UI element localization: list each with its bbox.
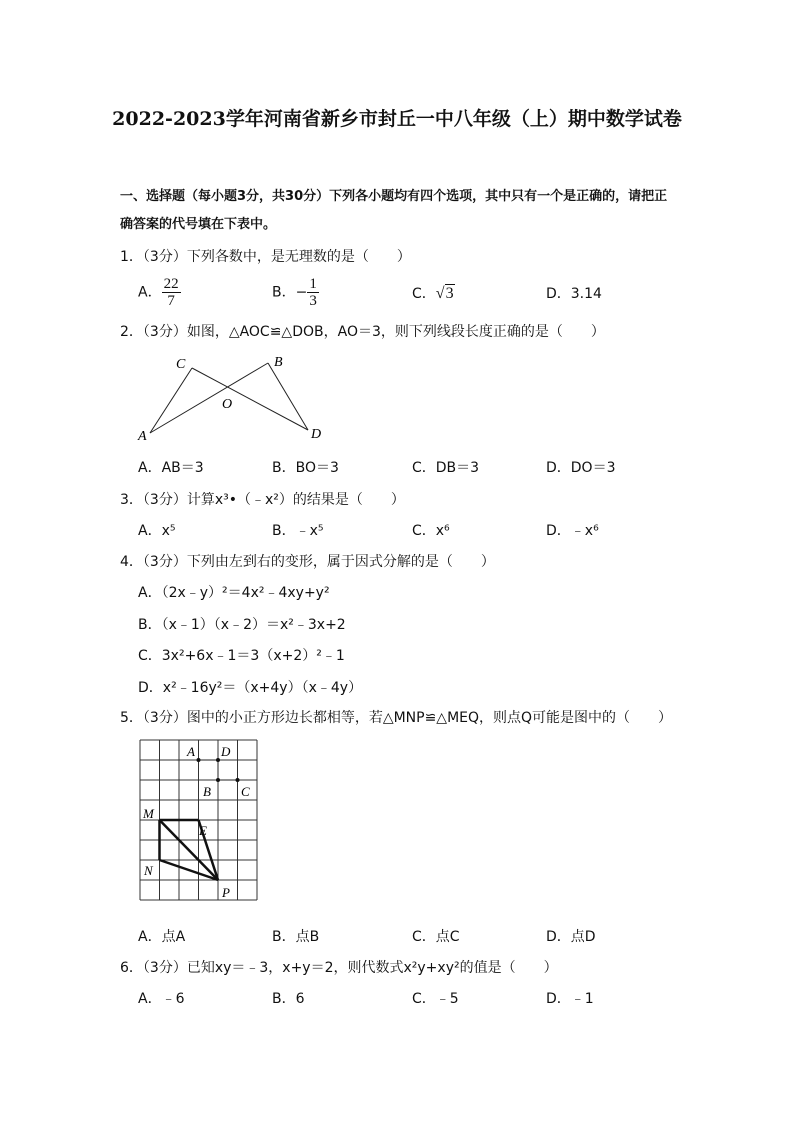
- point-label-d: D: [311, 427, 322, 442]
- question-6-option-b: B．6: [272, 991, 305, 1007]
- question-3-stem: 3．（3分）计算x³•（﹣x²）的结果是（ ）: [120, 492, 405, 508]
- question-5-option-a: A．点A: [138, 929, 186, 945]
- question-6-option-c: C．﹣5: [412, 991, 459, 1007]
- question-2-option-a: A．AB＝3: [138, 460, 204, 476]
- question-1-option-c: C．√3: [412, 285, 454, 302]
- question-3-option-d: D．﹣x⁶: [546, 523, 599, 539]
- question-2-option-c: C．DB＝3: [412, 460, 480, 476]
- page-title: 2022-2023学年河南省新乡市封丘一中八年级（上）期中数学试卷: [112, 108, 682, 130]
- question-5-stem: 5．（3分）图中的小正方形边长都相等，若△MNP≌△MEQ，则点Q可能是图中的（ ）: [120, 710, 673, 726]
- point-label-c: C: [176, 357, 186, 372]
- grid-label-b: B: [203, 784, 211, 799]
- point-label-a: A: [138, 429, 147, 444]
- grid-label-m: M: [143, 806, 154, 821]
- question-3-option-a: A．x⁵: [138, 523, 176, 539]
- question-1-stem: 1．（3分）下列各数中，是无理数的是（ ）: [120, 249, 411, 265]
- grid-label-d: D: [221, 744, 231, 759]
- question-6-stem: 6．（3分）已知xy＝﹣3，x+y＝2，则代数式x²y+xy²的值是（ ）: [120, 960, 558, 976]
- triangle-figure: [130, 348, 330, 448]
- grid-label-a: A: [187, 744, 195, 759]
- question-2-option-d: D．DO＝3: [546, 460, 616, 476]
- grid-figure: [130, 735, 270, 910]
- question-1-option-a: A． $\frac{22}{7}$: [138, 276, 179, 309]
- point-label-o: O: [222, 397, 233, 412]
- question-1-option-b: B．− $\frac{1}{3}$: [272, 276, 317, 309]
- question-4-stem: 4．（3分）下列由左到右的变形，属于因式分解的是（ ）: [120, 554, 495, 570]
- grid-label-c: C: [241, 784, 250, 799]
- question-2-option-b: B．BO＝3: [272, 460, 339, 476]
- grid-label-p: P: [222, 885, 230, 900]
- question-4-option-a: A．（2x﹣y）²＝4x²﹣4xy+y²: [138, 585, 330, 601]
- question-5-option-b: B．点B: [272, 929, 320, 945]
- point-label-b: B: [274, 355, 283, 370]
- question-3-option-b: B．﹣x⁵: [272, 523, 324, 539]
- grid-label-e: E: [199, 823, 207, 838]
- question-3-option-c: C．x⁶: [412, 523, 450, 539]
- question-5-option-d: D．点D: [546, 929, 596, 945]
- question-4-option-c: C．3x²+6x﹣1＝3（x+2）²﹣1: [138, 648, 345, 664]
- grid-label-n: N: [144, 863, 153, 878]
- question-4-option-b: B．（x﹣1）（x﹣2）＝x²﹣3x+2: [138, 617, 346, 633]
- question-6-option-d: D．﹣1: [546, 991, 594, 1007]
- question-5-option-c: C．点C: [412, 929, 460, 945]
- question-6-option-a: A．﹣6: [138, 991, 185, 1007]
- question-2-stem: 2．（3分）如图，△AOC≌△DOB，AO＝3，则下列线段长度正确的是（ ）: [120, 324, 605, 340]
- question-4-option-d: D．x²﹣16y²＝（x+4y）（x﹣4y）: [138, 680, 363, 696]
- section-header: 一、选择题（每小题3分，共30分）下列各小题均有四个选项，其中只有一个是正确的，请把正确答案的代号填在下表中。: [120, 189, 668, 232]
- question-1-option-d: D．3.14: [546, 286, 602, 302]
